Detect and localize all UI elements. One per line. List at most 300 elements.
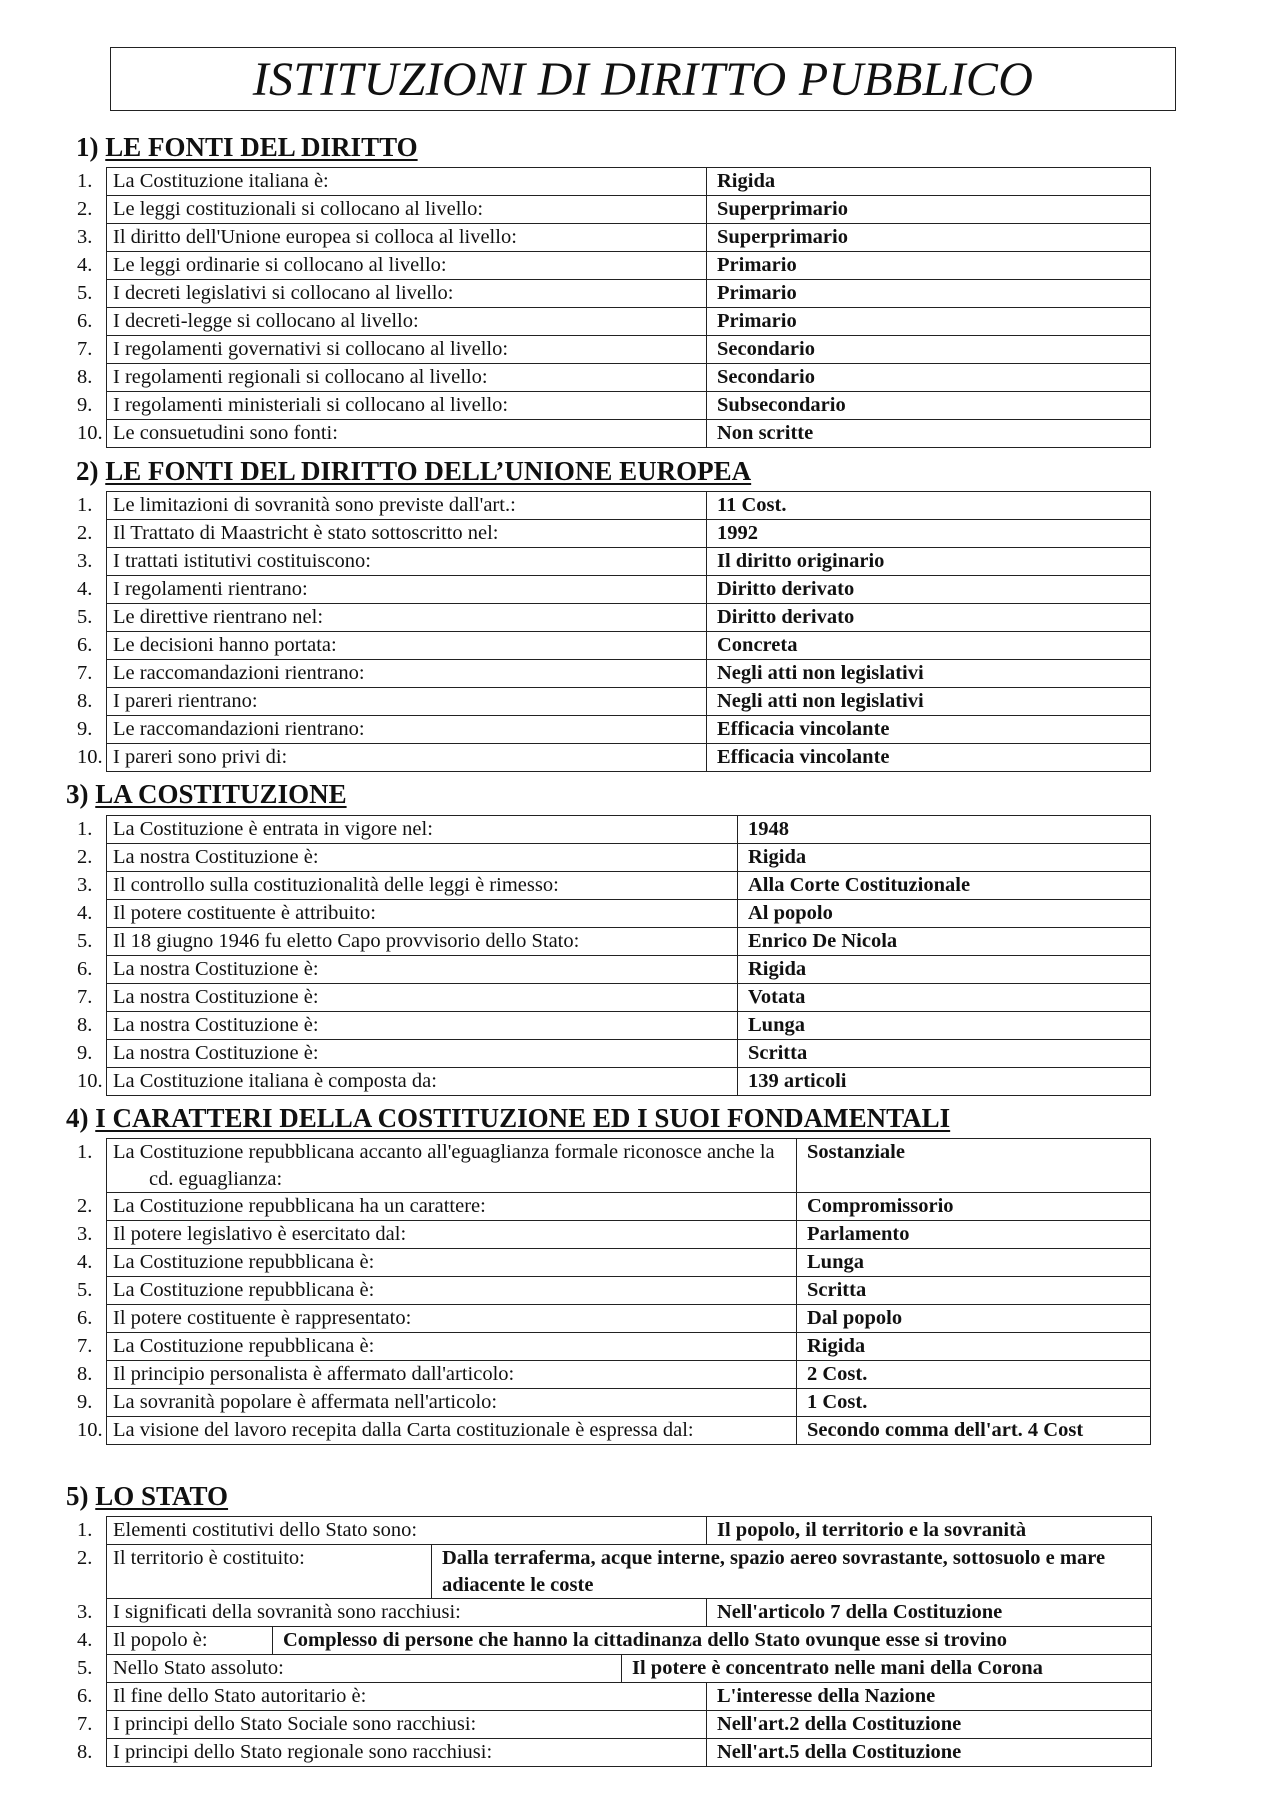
question-label: La Costituzione repubblicana ha un carattere: [113,1195,486,1217]
question-cell [77,1711,707,1739]
question-label: La nostra Costituzione è: [113,1042,319,1064]
section-number: 3) [66,779,89,809]
question-label: Il diritto dell'Unione europea si colloca al livello: [113,226,517,248]
question-label: I decreti legislativi si collocano al livello: [113,282,454,304]
question-cell [77,1361,797,1389]
table-row [107,956,1151,984]
question-label: Il popolo è: [113,1629,208,1651]
answer-cell [707,1739,1152,1767]
question-text: 3. Il controllo sulla costituzionalità delle leggi è rimesso: [77,874,559,896]
question-text: 8. I regolamenti regionali si collocano al livello: [77,366,488,388]
table-row [107,224,1151,252]
answer-text: Nell'art.2 della Costituzione [717,1713,962,1735]
question-label: I decreti-legge si collocano al livello: [113,310,419,332]
question-cell [77,1221,797,1249]
question-label: Le raccomandazioni rientrano: [113,718,365,740]
question-text: 4. La Costituzione repubblicana è: [77,1251,375,1273]
question-cell [77,1277,797,1305]
question-text: 5. Le direttive rientrano nel: [77,606,324,628]
answer-text: Il diritto originario [717,550,885,572]
answer-text: Diritto derivato [717,606,855,628]
table-row [107,1739,1152,1767]
answer-cell [707,744,1151,772]
question-cell [77,744,707,772]
question-label: Le limitazioni di sovranità sono previste dall'art.: [113,494,516,516]
question-label: I principi dello Stato Sociale sono racchiusi: [113,1713,477,1735]
question-cell [77,1305,797,1333]
question-text: 4. Le leggi ordinarie si collocano al livello: [77,254,447,276]
table-row [107,1221,1151,1249]
table-row [107,688,1151,716]
answer-cell [707,632,1151,660]
question-text: 7. La Costituzione repubblicana è: [77,1335,375,1357]
table-row [107,308,1151,336]
question-text: 10. La Costituzione italiana è composta da: [77,1070,437,1092]
answer-cell [738,956,1151,984]
question-text: 10. Le consuetudini sono fonti: [77,422,338,444]
question-cell [77,660,707,688]
table-row [107,604,1151,632]
question-label: Le leggi costituzionali si collocano al livello: [113,198,484,220]
answer-cell [738,1040,1151,1068]
question-text: 7. I principi dello Stato Sociale sono racchiusi: [77,1713,477,1735]
question-text: 6. Le decisioni hanno portata: [77,634,337,656]
answer-cell [797,1249,1151,1277]
answer-text: Rigida [807,1335,866,1357]
question-label: I regolamenti rientrano: [113,578,308,600]
section-2-table [77,491,1151,772]
question-text: 8. Il principio personalista è affermato dall'articolo: [77,1363,515,1385]
answer-text: Efficacia vincolante [717,718,890,740]
question-cell [77,984,738,1012]
answer-cell [797,1333,1151,1361]
question-text: 4. I regolamenti rientrano: [77,578,308,600]
table-row [107,1305,1151,1333]
question-text: 9. La nostra Costituzione è: [77,1042,319,1064]
table-row [107,1599,1152,1627]
question-text: 6. I decreti-legge si collocano al livello: [77,310,419,332]
table-row [107,1711,1152,1739]
question-label: Le direttive rientrano nel: [113,606,324,628]
question-text: 3. I trattati istitutivi costituiscono: [77,550,371,572]
question-label: Il controllo sulla costituzionalità delle leggi è rimesso: [113,874,559,896]
question-cell [77,1599,707,1627]
table-row [107,716,1151,744]
section-4-table [77,1138,1151,1445]
answer-cell [738,844,1151,872]
section-4-heading [66,1102,950,1134]
answer-cell [273,1627,1152,1655]
question-label: La nostra Costituzione è: [113,958,319,980]
answer-cell [707,420,1151,448]
table-row [107,1139,1151,1193]
table-row [107,900,1151,928]
answer-text: Primario [717,282,797,304]
answer-cell [707,168,1151,196]
section-3-table [77,815,1151,1096]
question-label: I pareri sono privi di: [113,746,288,768]
question-text: 9. Le raccomandazioni rientrano: [77,718,365,740]
table-row [107,984,1151,1012]
answer-cell [797,1305,1151,1333]
section-number: 1) [76,132,99,162]
question-text: 1. La Costituzione italiana è: [77,170,329,192]
answer-cell [432,1545,1152,1599]
question-cell [77,1683,707,1711]
table-row [107,1249,1151,1277]
question-cell [77,1193,797,1221]
section-5-table [77,1516,1152,1767]
answer-cell [707,1683,1152,1711]
question-cell [77,844,738,872]
answer-text: 2 Cost. [807,1363,868,1385]
question-label: La Costituzione repubblicana è: [113,1251,375,1273]
answer-text: Secondo comma dell'art. 4 Cost [807,1419,1084,1441]
question-cell [77,604,707,632]
question-cell [77,364,707,392]
question-label: Il potere costituente è rappresentato: [113,1307,412,1329]
question-cell [77,956,738,984]
answer-cell [707,224,1151,252]
question-cell [77,872,738,900]
question-label: La Costituzione repubblicana è: [113,1335,375,1357]
table-row [107,1333,1151,1361]
question-label: La nostra Costituzione è: [113,846,319,868]
table-row [107,1655,1152,1683]
question-text: 5. Il 18 giugno 1946 fu eletto Capo provvisorio dello Stato: [77,930,580,952]
answer-cell [707,716,1151,744]
answer-cell [707,520,1151,548]
answer-text: Non scritte [717,422,814,444]
answer-text: Negli atti non legislativi [717,662,924,684]
answer-text: Nell'art.5 della Costituzione [717,1741,962,1763]
section-2-heading [76,455,751,487]
answer-cell [797,1193,1151,1221]
question-text: 2. Il Trattato di Maastricht è stato sottoscritto nel: [77,522,499,544]
section-title: I CARATTERI DELLA COSTITUZIONE ED I SUOI FONDAMENTALI [95,1103,951,1133]
section-number: 2) [76,456,99,486]
answer-text: 139 articoli [748,1070,847,1092]
question-text: 1. La Costituzione repubblicana accanto all'eguaglianza formale riconosce anche la cd. eguaglianza: [77,1141,775,1190]
question-text: 7. I regolamenti governativi si collocano al livello: [77,338,509,360]
question-label: Le leggi ordinarie si collocano al livello: [113,254,447,276]
question-cell [77,1655,622,1683]
question-label: Le raccomandazioni rientrano: [113,662,365,684]
table-row [107,660,1151,688]
question-text: 4. Il popolo è: [77,1629,208,1651]
answer-text: Parlamento [807,1223,910,1245]
answer-cell [707,280,1151,308]
question-text: 7. La nostra Costituzione è: [77,986,319,1008]
question-cell [77,520,707,548]
question-text: 3. I significati della sovranità sono racchiusi: [77,1601,461,1623]
question-cell [77,280,707,308]
answer-cell [738,900,1151,928]
answer-cell [707,196,1151,224]
answer-text: Primario [717,254,797,276]
question-cell [77,1249,797,1277]
answer-cell [707,308,1151,336]
question-label: La visione del lavoro recepita dalla Carta costituzionale è espressa dal: [113,1419,694,1441]
answer-cell [707,392,1151,420]
question-cell [77,632,707,660]
table-row [107,392,1151,420]
answer-text: Scritta [748,1042,808,1064]
answer-cell [738,872,1151,900]
answer-text: 1 Cost. [807,1391,868,1413]
question-cell [77,308,707,336]
table-row [107,1683,1152,1711]
answer-text: Subsecondario [717,394,846,416]
question-text: 8. I principi dello Stato regionale sono racchiusi: [77,1741,493,1763]
answer-text: Superprimario [717,226,848,248]
question-cell [77,1139,797,1193]
table-row [107,280,1151,308]
table-row [107,492,1151,520]
question-cell [77,1040,738,1068]
question-text: 2. Il territorio è costituito: [77,1547,305,1569]
section-1-table [77,167,1151,448]
answer-text: 1992 [717,522,758,544]
answer-cell [797,1417,1151,1445]
table-row [107,168,1151,196]
table-row [107,632,1151,660]
question-label: Il potere costituente è attribuito: [113,902,376,924]
table-row [107,548,1151,576]
question-cell [77,900,738,928]
table-row [107,1389,1151,1417]
answer-cell [797,1389,1151,1417]
table-row [107,816,1151,844]
answer-text: Lunga [807,1251,864,1273]
answer-cell [707,604,1151,632]
answer-text: Dalla terraferma, acque interne, spazio aereo sovrastante, sottosuolo e mare adiacente le coste [442,1547,1106,1596]
question-text: 2. La nostra Costituzione è: [77,846,319,868]
answer-text: Rigida [748,846,807,868]
question-cell [77,1389,797,1417]
table-row [107,1277,1151,1305]
question-cell [77,1517,707,1545]
section-title: LE FONTI DEL DIRITTO DELL’UNIONE EUROPEA [105,456,752,486]
answer-cell [738,984,1151,1012]
question-text: 10. I pareri sono privi di: [77,746,288,768]
table-row [107,336,1151,364]
question-label: Le consuetudini sono fonti: [113,422,338,444]
answer-text: Nell'articolo 7 della Costituzione [717,1601,1003,1623]
question-text: 5. I decreti legislativi si collocano al livello: [77,282,454,304]
question-cell [77,1417,797,1445]
question-cell [77,492,707,520]
question-cell [77,716,707,744]
answer-cell [707,364,1151,392]
answer-text: Complesso di persone che hanno la cittadinanza dello Stato ovunque esse si trovino [283,1629,1008,1651]
question-text: 9. I regolamenti ministeriali si collocano al livello: [77,394,509,416]
answer-text: Il potere è concentrato nelle mani della Corona [632,1657,1043,1679]
answer-cell [738,928,1151,956]
table-row [107,1193,1151,1221]
table-row [107,364,1151,392]
question-label: La Costituzione repubblicana accanto all'eguaglianza formale riconosce anche la cd. eguaglianza: [113,1141,775,1190]
question-text: 1. La Costituzione è entrata in vigore nel: [77,818,433,840]
answer-text: Sostanziale [807,1141,905,1163]
question-cell [77,168,707,196]
answer-text: Dal popolo [807,1307,903,1329]
section-title: LE FONTI DEL DIRITTO [105,132,418,162]
question-cell [77,1068,738,1096]
table-row [107,196,1151,224]
answer-cell [707,492,1151,520]
table-row [107,928,1151,956]
answer-cell [707,688,1151,716]
question-cell [77,548,707,576]
answer-text: Il popolo, il territorio e la sovranità [717,1519,1027,1541]
answer-text: Enrico De Nicola [748,930,898,952]
table-row [107,520,1151,548]
table-row [107,872,1151,900]
answer-cell [707,660,1151,688]
answer-text: Lunga [748,1014,805,1036]
answer-cell [707,576,1151,604]
table-row [107,252,1151,280]
answer-text: Concreta [717,634,798,656]
question-cell [77,816,738,844]
answer-text: Diritto derivato [717,578,855,600]
question-cell [77,392,707,420]
question-label: I regolamenti ministeriali si collocano al livello: [113,394,509,416]
question-label: La Costituzione italiana è: [113,170,329,192]
answer-cell [707,336,1151,364]
question-cell [77,576,707,604]
question-text: 10. La visione del lavoro recepita dalla Carta costituzionale è espressa dal: [77,1419,694,1441]
answer-text: Alla Corte Costituzionale [748,874,971,896]
question-label: Il 18 giugno 1946 fu eletto Capo provvisorio dello Stato: [113,930,580,952]
section-5-heading [66,1480,228,1512]
question-cell [77,224,707,252]
table-row [107,1517,1152,1545]
question-label: Elementi costitutivi dello Stato sono: [113,1519,418,1541]
table-row [107,744,1151,772]
question-text: 1. Le limitazioni di sovranità sono previste dall'art.: [77,494,516,516]
question-cell [77,1545,432,1599]
question-label: I regolamenti regionali si collocano al livello: [113,366,488,388]
answer-cell [707,1599,1152,1627]
question-text: 5. Nello Stato assoluto: [77,1657,284,1679]
answer-cell [707,1711,1152,1739]
question-label: Le decisioni hanno portata: [113,634,337,656]
answer-text: 1948 [748,818,789,840]
question-text: 7. Le raccomandazioni rientrano: [77,662,365,684]
section-3-heading [66,778,347,810]
table-row [107,1545,1152,1599]
question-text: 1. Elementi costitutivi dello Stato sono: [77,1519,418,1541]
section-title: LO STATO [95,1481,229,1511]
question-cell [77,336,707,364]
question-text: 3. Il diritto dell'Unione europea si colloca al livello: [77,226,517,248]
answer-text: Al popolo [748,902,833,924]
question-text: 2. La Costituzione repubblicana ha un carattere: [77,1195,486,1217]
question-label: Il potere legislativo è esercitato dal: [113,1223,407,1245]
question-text: 4. Il potere costituente è attribuito: [77,902,376,924]
answer-cell [622,1655,1152,1683]
table-row [107,1361,1151,1389]
question-label: I trattati istitutivi costituiscono: [113,550,371,572]
answer-cell [738,1012,1151,1040]
answer-text: Rigida [717,170,776,192]
answer-cell [738,816,1151,844]
question-label: I principi dello Stato regionale sono racchiusi: [113,1741,493,1763]
answer-cell [707,548,1151,576]
answer-text: L'interesse della Nazione [717,1685,936,1707]
answer-text: Scritta [807,1279,867,1301]
table-row [107,576,1151,604]
table-row [107,844,1151,872]
question-text: 8. I pareri rientrano: [77,690,258,712]
question-label: I regolamenti governativi si collocano al livello: [113,338,509,360]
answer-cell [707,1517,1152,1545]
question-text: 6. Il potere costituente è rappresentato: [77,1307,412,1329]
answer-cell [797,1361,1151,1389]
question-label: I pareri rientrano: [113,690,258,712]
question-label: La sovranità popolare è affermata nell'articolo: [113,1391,498,1413]
section-number: 5) [66,1481,89,1511]
table-row [107,420,1151,448]
question-cell [77,1627,273,1655]
question-cell [77,688,707,716]
question-cell [77,928,738,956]
answer-text: 11 Cost. [717,494,787,516]
question-label: La Costituzione italiana è composta da: [113,1070,437,1092]
table-row [107,1040,1151,1068]
table-row [107,1068,1151,1096]
answer-text: Negli atti non legislativi [717,690,924,712]
answer-text: Primario [717,310,797,332]
question-label: La Costituzione è entrata in vigore nel: [113,818,433,840]
answer-text: Rigida [748,958,807,980]
section-1-heading [76,131,418,163]
table-row [107,1417,1151,1445]
question-text: 2. Le leggi costituzionali si collocano al livello: [77,198,484,220]
question-label: Il Trattato di Maastricht è stato sottoscritto nel: [113,522,499,544]
question-label: La nostra Costituzione è: [113,986,319,1008]
answer-text: Votata [748,986,806,1008]
question-text: 5. La Costituzione repubblicana è: [77,1279,375,1301]
answer-text: Secondario [717,366,815,388]
answer-cell [707,252,1151,280]
answer-cell [797,1277,1151,1305]
question-label: Nello Stato assoluto: [113,1657,284,1679]
question-cell [77,196,707,224]
question-text: 6. Il fine dello Stato autoritario è: [77,1685,367,1707]
section-number: 4) [66,1103,89,1133]
question-text: 6. La nostra Costituzione è: [77,958,319,980]
answer-text: Efficacia vincolante [717,746,890,768]
question-cell [77,1739,707,1767]
question-cell [77,252,707,280]
question-label: Il fine dello Stato autoritario è: [113,1685,367,1707]
question-cell [77,1333,797,1361]
question-cell [77,420,707,448]
question-cell [77,1012,738,1040]
question-label: La nostra Costituzione è: [113,1014,319,1036]
question-label: La Costituzione repubblicana è: [113,1279,375,1301]
answer-text: Secondario [717,338,815,360]
answer-cell [797,1221,1151,1249]
answer-cell [797,1139,1151,1193]
question-label: Il territorio è costituito: [113,1547,305,1569]
question-text: 9. La sovranità popolare è affermata nell'articolo: [77,1391,498,1413]
answer-cell [738,1068,1151,1096]
question-text: 8. La nostra Costituzione è: [77,1014,319,1036]
